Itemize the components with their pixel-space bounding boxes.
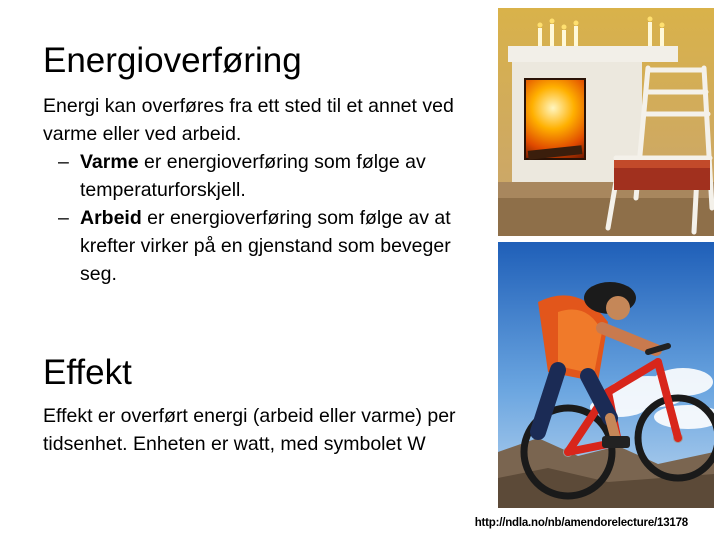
fireplace-photo <box>498 8 714 236</box>
bullet-varme <box>58 148 458 204</box>
fireplace-illustration <box>498 8 714 236</box>
bullet-arbeid <box>58 204 458 288</box>
slide-title-effekt: Effekt <box>43 353 132 392</box>
bullet-term: Varme <box>80 151 139 173</box>
bullet-list <box>58 148 458 288</box>
source-citation: http://ndla.no/nb/amendorelecture/13178 <box>474 517 688 529</box>
slide-title-energioverforing: Energioverføring <box>43 41 302 80</box>
dash-bullet: – <box>58 207 69 229</box>
bullet-term: Arbeid <box>80 207 142 229</box>
effekt-paragraph: Effekt er overført energi (arbeid eller varme) per tidsenhet. Enheten er watt, med symbolet W <box>43 405 456 455</box>
bullet-text: er energioverføring som følge av temperaturforskjell. <box>80 151 426 201</box>
mountain-bike-photo <box>498 242 714 508</box>
cyclist-illustration <box>498 242 714 508</box>
intro-paragraph: Energi kan overføres fra ett sted til et annet ved varme eller ved arbeid. <box>43 95 454 145</box>
bullet-text: er energioverføring som følge av at krefter virker på en gjenstand som beveger seg. <box>80 207 451 285</box>
dash-bullet: – <box>58 151 69 173</box>
